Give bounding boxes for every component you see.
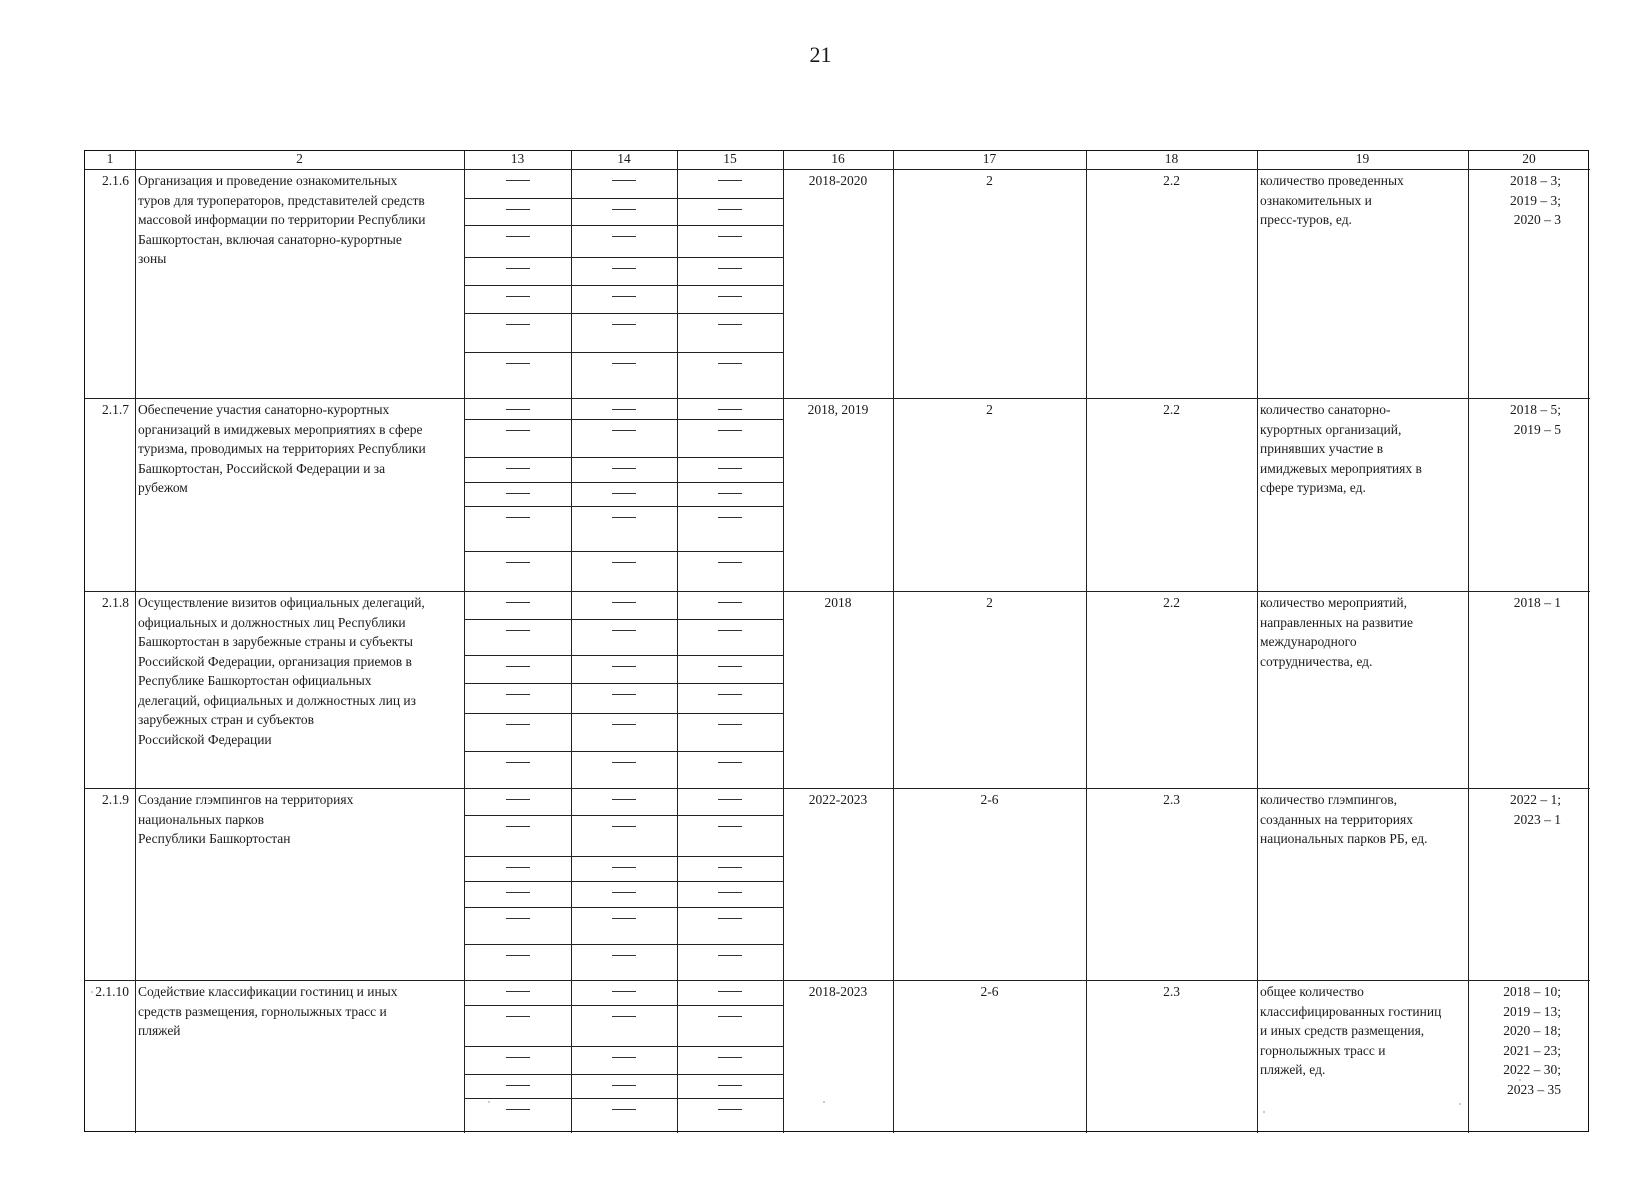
row-indicator-line: направленных на развитие: [1260, 614, 1413, 630]
row-description-line: организаций в имиджевых мероприятиях в сфере: [138, 421, 423, 437]
row-target-line: 2022 – 1;: [1509, 792, 1561, 807]
row-description-line: туризма, проводимых на территориях Республики: [138, 441, 426, 456]
row-indicator-line: количество глэмпингов,: [1260, 792, 1398, 807]
row-description-line: национальных парков: [138, 811, 265, 827]
row-description-line: пляжей: [138, 1023, 181, 1038]
row-number: 2.1.8: [102, 595, 129, 610]
empty-dash: [506, 1016, 530, 1017]
column-divider: [1257, 151, 1258, 1133]
column-header-18: 18: [1164, 151, 1179, 166]
empty-dash: [718, 799, 742, 800]
row-target-line: 2023 – 1: [1513, 811, 1561, 827]
empty-dash: [612, 268, 636, 269]
empty-dash: [718, 955, 742, 956]
empty-dash: [718, 867, 742, 868]
empty-dash: [612, 209, 636, 210]
row-description-line: Содействие классификации гостиниц и иных: [138, 984, 398, 999]
empty-dash: [612, 826, 636, 827]
empty-dash: [718, 892, 742, 893]
row-indicator-line: международного: [1260, 634, 1357, 649]
column-header-14: 14: [617, 151, 631, 166]
empty-dash: [718, 236, 742, 237]
empty-dash: [506, 468, 530, 469]
row-number: 2.1.7: [102, 402, 129, 417]
row-target-line: 2021 – 23;: [1503, 1042, 1561, 1058]
row-description-line: Башкортостан в зарубежные страны и субъекты: [138, 634, 413, 649]
row-indicator-line: и иных средств размещения,: [1260, 1023, 1425, 1038]
row-indicator-line: ознакомительных и: [1260, 192, 1372, 208]
empty-dash: [612, 694, 636, 695]
scan-speck: [823, 1101, 825, 1103]
empty-dash: [612, 236, 636, 237]
empty-dash: [506, 562, 530, 563]
empty-dash: [506, 1109, 530, 1110]
empty-dash: [718, 1057, 742, 1058]
empty-dash: [718, 918, 742, 919]
row-description-line: делегаций, официальных и должностных лиц из: [138, 692, 416, 708]
empty-dash: [506, 694, 530, 695]
row-col18: 2.2: [1163, 402, 1180, 417]
column-header-20: 20: [1522, 151, 1536, 166]
row-number: 2.1.10: [95, 984, 129, 999]
row-description-line: Башкортостан, включая санаторно-курортные: [138, 231, 402, 247]
row-col18: 2.3: [1163, 792, 1180, 807]
empty-dash: [506, 799, 530, 800]
empty-dash: [612, 892, 636, 893]
column-divider: [1468, 151, 1469, 1133]
empty-dash: [718, 409, 742, 410]
subrow-divider: [464, 506, 783, 507]
empty-dash: [506, 666, 530, 667]
subrow-divider: [464, 815, 783, 816]
subrow-divider: [464, 619, 783, 620]
row-indicator-line: сотрудничества, ед.: [1260, 653, 1373, 669]
scan-speck: [488, 1101, 490, 1103]
subrow-divider: [464, 944, 783, 945]
row-indicator-line: созданных на территориях: [1260, 811, 1413, 827]
empty-dash: [612, 799, 636, 800]
empty-dash: [612, 409, 636, 410]
column-divider: [571, 151, 572, 1133]
empty-dash: [506, 268, 530, 269]
empty-dash: [506, 180, 530, 181]
row-target-line: 2019 – 5: [1513, 421, 1561, 437]
row-col18: 2.2: [1163, 595, 1180, 610]
subrow-divider: [464, 257, 783, 258]
empty-dash: [718, 1085, 742, 1086]
row-period: 2018: [824, 595, 852, 610]
column-header-15: 15: [723, 151, 737, 166]
empty-dash: [612, 991, 636, 992]
subrow-divider: [464, 457, 783, 458]
subrow-divider: [464, 225, 783, 226]
empty-dash: [718, 1016, 742, 1017]
empty-dash: [612, 724, 636, 725]
row-indicator-line: имиджевых мероприятиях в: [1260, 460, 1422, 476]
row-description-line: официальных и должностных лиц Республики: [138, 614, 406, 630]
row-col18: 2.2: [1163, 173, 1180, 188]
row-description-line: Организация и проведение ознакомительных: [138, 173, 398, 188]
subrow-divider: [464, 1098, 783, 1099]
row-target-line: 2018 – 5;: [1509, 402, 1561, 417]
empty-dash: [506, 517, 530, 518]
column-header-19: 19: [1355, 151, 1370, 166]
empty-dash: [612, 666, 636, 667]
empty-dash: [506, 296, 530, 297]
subrow-divider: [464, 856, 783, 857]
row-indicator-line: количество санаторно-: [1260, 402, 1391, 417]
row-indicator-line: пляжей, ед.: [1260, 1062, 1326, 1077]
row-indicator-line: пресс-туров, ед.: [1260, 212, 1352, 227]
empty-dash: [612, 363, 636, 364]
empty-dash: [612, 517, 636, 518]
header-divider: [85, 169, 1590, 170]
row-divider: [85, 788, 1590, 789]
empty-dash: [718, 517, 742, 518]
row-indicator-line: национальных парков РБ, ед.: [1260, 831, 1428, 846]
empty-dash: [506, 430, 530, 431]
empty-dash: [612, 296, 636, 297]
row-col18: 2.3: [1163, 984, 1180, 999]
empty-dash: [718, 991, 742, 992]
row-description-line: средств размещения, горнолыжных трасс и: [138, 1003, 387, 1019]
page-number: 21: [809, 42, 832, 67]
row-indicator-line: классифицированных гостиниц: [1260, 1003, 1442, 1019]
empty-dash: [718, 762, 742, 763]
empty-dash: [506, 724, 530, 725]
empty-dash: [718, 602, 742, 603]
column-header-2: 2: [296, 151, 303, 166]
column-divider: [677, 151, 678, 1133]
subrow-divider: [464, 482, 783, 483]
row-col17: 2-6: [980, 792, 999, 807]
row-indicator-line: сфере туризма, ед.: [1260, 480, 1366, 495]
empty-dash: [718, 324, 742, 325]
row-target-line: 2020 – 3: [1513, 212, 1561, 227]
empty-dash: [506, 209, 530, 210]
column-header-17: 17: [982, 151, 997, 166]
row-col17: 2: [986, 595, 993, 610]
row-description-line: Республике Башкортостан официальных: [138, 673, 372, 688]
empty-dash: [612, 602, 636, 603]
empty-dash: [718, 209, 742, 210]
empty-dash: [612, 867, 636, 868]
empty-dash: [718, 296, 742, 297]
row-divider: [85, 591, 1590, 592]
row-col17: 2: [986, 402, 993, 417]
scan-speck: [1519, 1079, 1521, 1081]
row-col17: 2: [986, 173, 993, 188]
row-period: 2022-2023: [808, 792, 868, 807]
empty-dash: [506, 991, 530, 992]
row-description-line: Республики Башкортостан: [138, 831, 291, 846]
subrow-divider: [464, 419, 783, 420]
subrow-divider: [464, 1046, 783, 1047]
column-divider: [464, 151, 465, 1133]
row-indicator-line: горнолыжных трасс и: [1260, 1042, 1386, 1058]
empty-dash: [506, 493, 530, 494]
subrow-divider: [464, 751, 783, 752]
empty-dash: [718, 493, 742, 494]
row-description-line: Создание глэмпингов на территориях: [138, 792, 354, 807]
scan-speck: [1263, 1111, 1265, 1113]
empty-dash: [506, 1085, 530, 1086]
row-description-line: Башкортостан, Российской Федерации и за: [138, 460, 386, 476]
empty-dash: [718, 724, 742, 725]
empty-dash: [506, 762, 530, 763]
empty-dash: [718, 562, 742, 563]
empty-dash: [718, 694, 742, 695]
row-divider: [85, 398, 1590, 399]
empty-dash: [506, 236, 530, 237]
empty-dash: [718, 268, 742, 269]
empty-dash: [506, 867, 530, 868]
row-description-line: туров для туроператоров, представителей средств: [138, 192, 425, 208]
subrow-divider: [464, 683, 783, 684]
column-header-1: 1: [106, 151, 114, 166]
empty-dash: [612, 1016, 636, 1017]
row-description-line: Осуществление визитов официальных делегаций,: [138, 595, 425, 610]
empty-dash: [506, 324, 530, 325]
row-description-line: Российской Федерации: [138, 731, 272, 747]
row-period: 2018-2020: [808, 173, 868, 188]
subrow-divider: [464, 907, 783, 908]
empty-dash: [718, 430, 742, 431]
subrow-divider: [464, 352, 783, 353]
column-divider: [135, 151, 136, 1133]
empty-dash: [612, 562, 636, 563]
empty-dash: [506, 602, 530, 603]
row-target-line: 2023 – 35: [1507, 1081, 1561, 1097]
empty-dash: [506, 892, 530, 893]
subrow-divider: [464, 655, 783, 656]
scan-speck: [91, 991, 93, 993]
row-target-line: 2018 – 10;: [1503, 984, 1561, 999]
row-description-line: Обеспечение участия санаторно-курортных: [138, 402, 390, 417]
empty-dash: [718, 1109, 742, 1110]
empty-dash: [718, 826, 742, 827]
empty-dash: [612, 762, 636, 763]
row-target-line: 2018 – 3;: [1509, 173, 1561, 188]
empty-dash: [718, 468, 742, 469]
empty-dash: [612, 468, 636, 469]
row-indicator-line: количество мероприятий,: [1260, 595, 1407, 610]
row-target-line: 2018 – 1: [1513, 595, 1561, 610]
row-indicator-line: курортных организаций,: [1260, 421, 1402, 437]
row-col17: 2-6: [980, 984, 999, 999]
row-target-line: 2019 – 3;: [1509, 192, 1561, 208]
empty-dash: [612, 630, 636, 631]
empty-dash: [718, 363, 742, 364]
subrow-divider: [464, 285, 783, 286]
empty-dash: [506, 363, 530, 364]
empty-dash: [612, 918, 636, 919]
row-description-line: рубежом: [138, 480, 188, 495]
row-period: 2018, 2019: [807, 402, 869, 417]
empty-dash: [612, 430, 636, 431]
row-indicator-line: общее количество: [1260, 984, 1364, 999]
row-description-line: зарубежных стран и субъектов: [138, 712, 315, 727]
row-description-line: зоны: [138, 251, 167, 266]
row-target-line: 2019 – 13;: [1503, 1003, 1561, 1019]
subrow-divider: [464, 881, 783, 882]
column-header-13: 13: [510, 151, 525, 166]
empty-dash: [718, 630, 742, 631]
subrow-divider: [464, 313, 783, 314]
empty-dash: [612, 1109, 636, 1110]
row-description-line: Российской Федерации, организация приемов в: [138, 653, 412, 669]
empty-dash: [506, 409, 530, 410]
row-target-line: 2020 – 18;: [1503, 1023, 1561, 1038]
empty-dash: [506, 826, 530, 827]
empty-dash: [612, 1057, 636, 1058]
row-divider: [85, 980, 1590, 981]
subrow-divider: [464, 1005, 783, 1006]
empty-dash: [612, 493, 636, 494]
empty-dash: [612, 1085, 636, 1086]
row-indicator-line: количество проведенных: [1260, 173, 1404, 188]
row-target-line: 2022 – 30;: [1503, 1062, 1561, 1077]
scan-speck: [1459, 1103, 1461, 1105]
subrow-divider: [464, 1074, 783, 1075]
empty-dash: [506, 630, 530, 631]
subrow-divider: [464, 551, 783, 552]
row-indicator-line: принявших участие в: [1260, 441, 1384, 456]
row-description-line: массовой информации по территории Республики: [138, 212, 426, 227]
row-number: 2.1.9: [102, 792, 129, 807]
subrow-divider: [464, 198, 783, 199]
measures-table: [84, 150, 1589, 1132]
empty-dash: [506, 918, 530, 919]
column-header-16: 16: [831, 151, 845, 166]
empty-dash: [718, 180, 742, 181]
empty-dash: [506, 1057, 530, 1058]
row-number: 2.1.6: [102, 173, 129, 188]
empty-dash: [612, 955, 636, 956]
empty-dash: [506, 955, 530, 956]
subrow-divider: [464, 713, 783, 714]
empty-dash: [612, 180, 636, 181]
empty-dash: [612, 324, 636, 325]
empty-dash: [718, 666, 742, 667]
row-period: 2018-2023: [808, 984, 868, 999]
